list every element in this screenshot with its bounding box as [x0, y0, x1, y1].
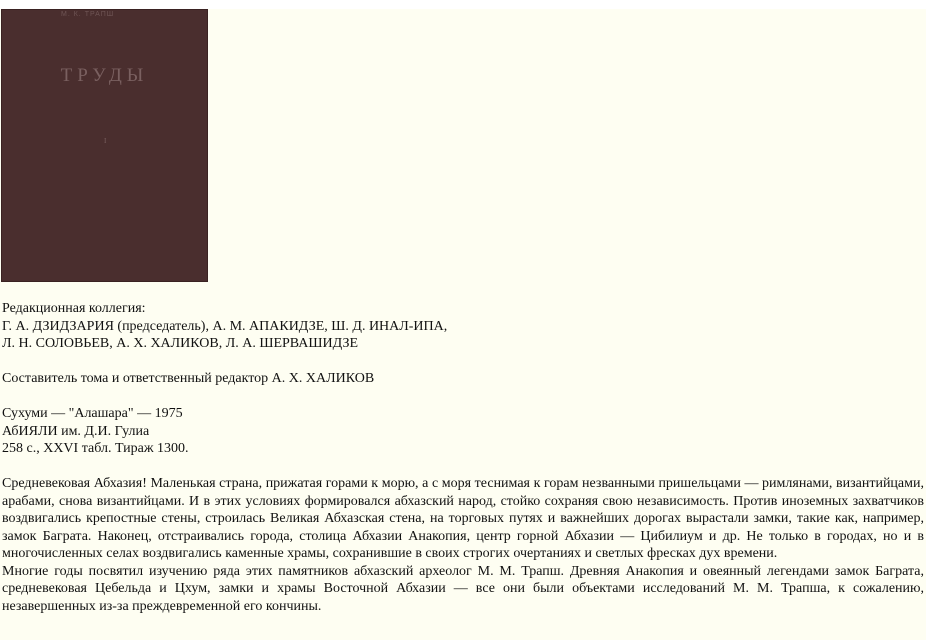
top-strip: [0, 0, 926, 9]
compiler-credit: [2, 370, 924, 388]
description-paragraph-1: Средневековая Абхазия! Маленькая страна, прижатая горами к морю, а с моря теснимая к горам незванными пришельцами — римлянами, византийцами, арабами, снова византийцами. И в этих условиях формировался абхазский народ, стойко сохраняя свою независимость. Против иноземных захватчиков воздвигались крепостные стены, строилась Великая Абхазская стена, на торговых путях и важнейших дорогах вырастали замки, такие как, например, замок Баграта. Наконец, отстраивались города, столица Абхазии Анакопия, центр горной Абхазии — Цибилиум и др. Не только в городах, но и в многочисленных селах воздвигались каменные храмы, сохранившие в своих строгих очертаниях и светлых фресках дух времени.: [2, 476, 924, 561]
imprint-publisher: Сухуми — "Алашара" — 1975: [2, 406, 183, 421]
compiler-line: Составитель тома и ответственный редактор А. Х. ХАЛИКОВ: [2, 371, 375, 386]
imprint: [2, 405, 924, 458]
cover-title: ТРУДЫ: [60, 65, 149, 86]
description-paragraph-2: Многие годы посвятил изучению ряда этих памятников абхазский археолог М. М. Трапш. Древняя Анакопия и овеянный легендами замок Баграта, средневековая Цебельда и Цхум, замки и храмы Восточной Абхазии — все они были объектами исследований М. М. Трапша, к сожалению, незавершенных из-за преждевременной его кончины.: [2, 563, 924, 614]
imprint-pages: 258 с., XXVI табл. Тираж 1300.: [2, 441, 189, 456]
editorial-board-line-1: Г. А. ДЗИДЗАРИЯ (председатель), А. М. АПАКИДЗЕ, Ш. Д. ИНАЛ-ИПА,: [2, 318, 448, 334]
book-cover-image: [1, 9, 208, 282]
editorial-board: [2, 300, 924, 353]
book-description: [2, 475, 924, 615]
cover-author-line: М. К. ТРАПШ: [61, 11, 115, 18]
editorial-board-line-2: Л. Н. СОЛОВЬЕВ, А. Х. ХАЛИКОВ, Л. А. ШЕРВАШИДЗЕ: [2, 336, 359, 351]
editorial-board-label: Редакционная коллегия:: [2, 301, 146, 316]
imprint-institute: АбИЯЛИ им. Д.И. Гулиа: [2, 423, 150, 439]
cover-volume-mark: I: [104, 137, 107, 145]
